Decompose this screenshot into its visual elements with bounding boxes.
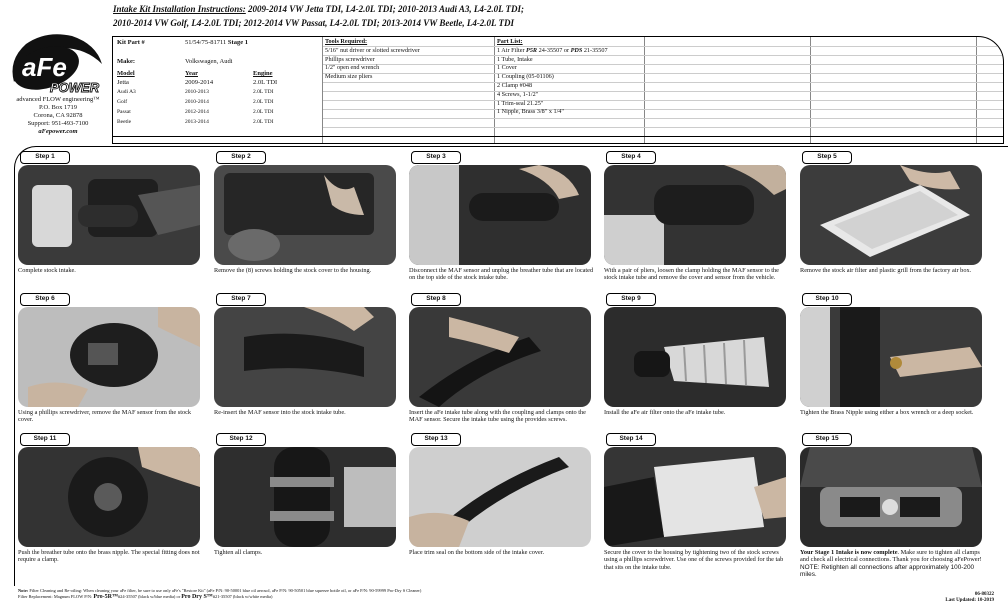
step-label: Step 14 [606, 433, 656, 446]
step-label: Step 1 [20, 151, 70, 164]
kit-part-number: 51/54/75-81711 [185, 39, 227, 46]
part-item: 1 Tube, Intake [497, 55, 533, 63]
document-number [945, 592, 994, 604]
part-item: 1 Nipple, Brass 3/8" x 1/4" [497, 108, 564, 116]
logo-afe-text: aFe [22, 52, 67, 82]
kit-stage: Stage 1 [227, 39, 248, 46]
step-photo [18, 307, 200, 407]
step-photo [604, 165, 786, 265]
title-line-1: 2009-2014 VW Jetta TDI, L4-2.0L TDI; 2010-2013 Audi A3, L4-2.0L TDI; [245, 4, 525, 14]
year-header: Year [185, 70, 198, 77]
model-engine: 2.0L TDI [253, 99, 274, 105]
step-caption: Re-insert the MAF sensor into the stock intake tube. [214, 409, 346, 416]
model-engine: 2.0L TDI [253, 119, 274, 125]
model-year: 2013-2014 [185, 119, 209, 125]
step-label: Step 3 [411, 151, 461, 164]
step-label: Step 10 [802, 293, 852, 306]
logo-power-text: POWER [50, 80, 100, 95]
step-caption: Secure the cover to the housing by tightening two of the stock screws using a phillips screwdriver. Use one of the screws provided for the tab that sits on the intake tube. [604, 549, 784, 571]
step-label: Step 12 [216, 433, 266, 446]
step-photo [214, 307, 396, 407]
tool-item: Phillips screwdriver [325, 55, 375, 63]
step-label: Step 13 [411, 433, 461, 446]
kit-spec-table [112, 36, 1004, 144]
model-engine: 2.0L TDI [253, 109, 274, 115]
model-engine: 2.0L TDI [253, 89, 274, 95]
step-photo [409, 165, 591, 265]
step-photo [604, 307, 786, 407]
step-label: Step 5 [802, 151, 852, 164]
tools-heading: Tools Required: [325, 38, 368, 45]
step-caption: Push the breather tube onto the brass nipple. The special fitting does not require a clamp. [18, 549, 200, 564]
tool-item: 1/2" open end wrench [325, 64, 380, 72]
model-name: Audi A3 [117, 89, 136, 95]
kit-column [113, 37, 323, 143]
step-label: Step 7 [216, 293, 266, 306]
afe-power-logo [6, 30, 106, 96]
step-caption: With a pair of pliers, loosen the clamp holding the MAF sensor to the stock intake tube and remove the cover and sensor from the vehicle. [604, 267, 779, 282]
kit-part-label: Kit Part # [117, 39, 145, 46]
part-item: 1 Cover [497, 64, 517, 72]
doc-number: 06-80322 [974, 592, 994, 597]
part-item: 1 Coupling (05-01106) [497, 73, 554, 81]
model-name: Passat [117, 109, 131, 115]
step-label: Step 6 [20, 293, 70, 306]
tool-item: Medium size pliers [325, 73, 373, 81]
step-label: Step 9 [606, 293, 656, 306]
steps-panel [14, 146, 1008, 586]
step-photo [18, 447, 200, 547]
step-caption: Remove the (8) screws holding the stock cover to the housing. [214, 267, 372, 274]
step-photo [604, 447, 786, 547]
step-caption: Tighten the Brass Nipple using either a box wrench or a deep socket. [800, 409, 974, 416]
company-po-box: P.O. Box 1719 [39, 104, 77, 111]
step-label: Step 2 [216, 151, 266, 164]
company-website: aFepower.com [38, 128, 78, 135]
step-photo [409, 307, 591, 407]
retighten-note: NOTE: Retighten all connections after approximately 100-200 miles. [800, 563, 975, 579]
part-item-filter: 1 Air Filter P5R 24-35507 or PDS 21-35507 [497, 46, 608, 54]
title-line-2: 2010-2014 VW Golf, L4-2.0L TDI; 2012-2014 VW Passat, L4-2.0L TDI; 2013-2014 VW Beetle, L4-2.0L TDI [113, 18, 514, 28]
model-header: Model [117, 70, 135, 77]
step-label: Step 15 [802, 433, 852, 446]
model-year: 2009-2014 [185, 79, 214, 86]
parts-heading: Part List: [497, 38, 523, 45]
step-photo [800, 307, 982, 407]
step-caption: Remove the stock air filter and plastic grill from the factory air box. [800, 267, 972, 274]
make-value: Volkswagen, Audi [185, 58, 233, 65]
step-caption: Insert the aFe intake tube along with the coupling and clamps onto the MAF sensor. Secure the intake tube using the provides screws. [409, 409, 586, 424]
tool-item: 5/16" nut driver or slotted screwdriver [325, 46, 420, 54]
model-name: Jetta [117, 79, 129, 86]
step-photo [800, 165, 982, 265]
parts-list [497, 38, 645, 117]
part-item: 2 Clamp #048 [497, 81, 533, 89]
part-item: 1 Trim-seal 21.25" [497, 99, 544, 107]
company-support: Support: 951-493-7100 [27, 120, 89, 127]
document-title [113, 2, 993, 30]
step-caption: Install the aFe air filter onto the aFe intake tube. [604, 409, 726, 416]
model-year: 2010-2013 [185, 89, 209, 95]
step-caption: Place trim seal on the bottom side of the intake cover. [409, 549, 545, 556]
step-photo [18, 165, 200, 265]
model-year: 2010-2014 [185, 99, 209, 105]
step-photo [409, 447, 591, 547]
company-info [2, 96, 114, 136]
step-caption: Complete stock intake. [18, 267, 76, 274]
completion-text: Your Stage 1 Intake is now complete [800, 549, 898, 556]
company-city: Corona, CA 92878 [33, 112, 83, 119]
part-item: 4 Screws, 1-1/2" [497, 90, 539, 98]
step-photo [214, 165, 396, 265]
step-caption: Using a phillips screwdriver, remove the MAF sensor from the stock cover. [18, 409, 192, 424]
last-updated: Last Updated: 10-2019 [945, 598, 994, 603]
company-name: advanced FLOW engineering™ [16, 96, 100, 103]
step-photo [800, 447, 982, 547]
step-caption: Tighten all clamps. [214, 549, 263, 556]
engine-header: Engine [253, 70, 273, 77]
step-label: Step 11 [20, 433, 70, 446]
model-name: Golf [117, 99, 128, 105]
step-label: Step 8 [411, 293, 461, 306]
step-caption: Your Stage 1 Intake is now complete. Make sure to tighten all clamps and check all electrical connections. Thank you for choosing aFePower! NOTE: Retighten all connections after approximately 100-200 miles. [800, 549, 982, 579]
step-caption: Disconnect the MAF sensor and unplug the breather tube that are located on the top side of the stock intake tube. [409, 267, 594, 282]
title-prefix: Intake Kit Installation Instructions: [113, 4, 246, 14]
model-engine: 2.0L TDI [253, 79, 278, 86]
filter-care-note: Note: Filter Cleaning and Re-oiling: When cleaning your aFe filter, be sure to use only aFe's "Restore Kit" (aFe P/N: 90-50001 blue oil aerosol, aFe P/N: 90-50501 blue squeeze bottle oil, or aFe P/N: 90-59999 Pro-Dry S Cleaner) Filter Replacement: Magnum FLOW P/N: Pro-5R™#24-35507 (black w/blue media) or Pro Dry S™#21-35507 (black w/white media) [18, 588, 422, 600]
tools-list [325, 38, 493, 82]
model-year: 2012-2014 [185, 109, 209, 115]
step-photo [214, 447, 396, 547]
model-name: Beetle [117, 119, 132, 125]
make-label: Make: [117, 58, 136, 65]
step-label: Step 4 [606, 151, 656, 164]
